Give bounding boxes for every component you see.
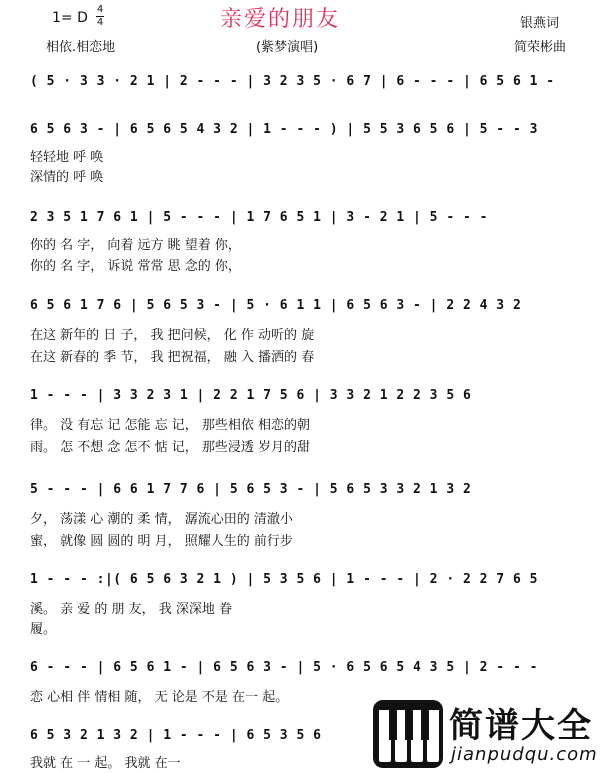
song-title: 亲爱的朋友 (220, 7, 341, 32)
notation-line: ( 5 · 3 3 · 2 1 | 2 - - - | 3 2 3 5 · 6 7 | 6 - - - | 6 5 6 1 - (30, 74, 555, 89)
notation-line: 1 - - - :|( 6 5 6 3 2 1 ) | 5 3 5 6 | 1 - - - | 2 · 2 2 7 6 5 (30, 572, 538, 587)
notation-line: 6 5 3 2 1 3 2 | 1 - - - | 6 5 3 5 6 (30, 728, 322, 743)
lyric-line: 你的 名 字， 向着 远方 眺 望着 你， (30, 238, 241, 253)
singer: (紫梦演唱) (256, 40, 319, 55)
time-signature-top: 4 (96, 4, 104, 15)
lyric-line: 律。 没 有忘 记 怎能 忘 记， 那些相依 相恋的朝 (30, 418, 311, 433)
notation-line: 6 5 6 3 - | 6 5 6 5 4 3 2 | 1 - - - ) | 5 5 3 6 5 6 | 5 - - 3 (30, 122, 538, 137)
notation-line: 1 - - - | 3 3 2 3 1 | 2 2 1 7 5 6 | 3 3 2 1 2 2 3 5 6 (30, 388, 472, 403)
lyric-line: 履。 (30, 622, 57, 637)
time-signature (96, 5, 104, 28)
lyric-line: 你的 名 字， 诉说 常常 思 念的 你， (30, 259, 241, 274)
lyric-line: 深情的 呼 唤 (30, 170, 104, 185)
logo-brand-text: 简谱大全 (449, 706, 593, 746)
key-signature: 1= D (52, 10, 88, 26)
lyric-line: 在这 新春的 季 节， 我 把祝福， 融 入 播洒的 春 (30, 350, 315, 365)
lyric-line: 恋 心相 伴 情相 随， 无 论是 不是 在一 起。 (30, 690, 289, 705)
subtitle: 相依.相恋地 (46, 40, 116, 55)
lyric-line: 雨。 怎 不想 念 怎不 惦 记， 那些浸透 岁月的甜 (30, 440, 311, 455)
time-signature-bottom: 4 (96, 17, 104, 28)
logo-domain-text: jianpudqu.com (451, 744, 598, 765)
lyric-line: 在这 新年的 日 子， 我 把问候， 化 作 动听的 旋 (30, 328, 315, 343)
notation-line: 6 5 6 1 7 6 | 5 6 5 3 - | 5 · 6 1 1 | 6 5 6 3 - | 2 2 4 3 2 (30, 298, 522, 313)
lyric-line: 轻轻地 呼 唤 (30, 150, 104, 165)
lyric-line: 夕， 荡漾 心 潮的 柔 情， 潺流心田的 清澈小 (30, 512, 293, 527)
notation-line: 2 3 5 1 7 6 1 | 5 - - - | 1 7 6 5 1 | 3 - 2 1 | 5 - - - (30, 210, 488, 225)
lyricist: 银燕词 (520, 16, 560, 31)
notation-line: 5 - - - | 6 6 1 7 7 6 | 5 6 5 3 - | 5 6 5 3 3 2 1 3 2 (30, 482, 472, 497)
watermark-logo (373, 696, 597, 772)
piano-icon (373, 700, 443, 768)
notation-line: 6 - - - | 6 5 6 1 - | 6 5 6 3 - | 5 · 6 5 6 5 4 3 5 | 2 - - - (30, 660, 538, 675)
lyric-line: 蜜， 就像 圆 圆的 明 月， 照耀人生的 前行步 (30, 534, 293, 549)
lyric-line: 我就 在 一 起。 我就 在一 (30, 756, 181, 771)
composer: 简荣彬曲 (514, 40, 567, 55)
lyric-line: 溪。 亲 爱 的 朋 友， 我 深深地 眷 (30, 602, 233, 617)
